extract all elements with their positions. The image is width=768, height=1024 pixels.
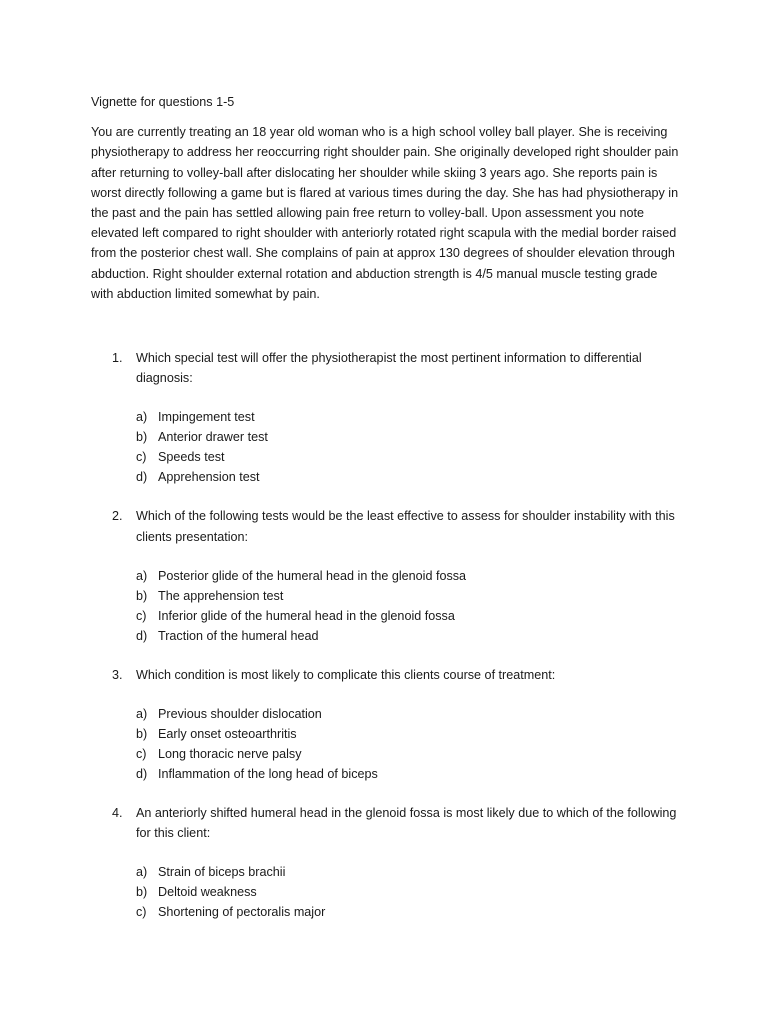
option-text: Early onset osteoarthritis [158,727,297,742]
option-text: Strain of biceps brachii [158,865,286,880]
option-text: The apprehension test [158,588,284,603]
option-text: Impingement test [158,410,255,425]
answer-options [136,566,681,646]
question-1 [91,348,681,487]
option-letter: d) [136,767,148,782]
question-4 [91,803,681,922]
question-text: Which of the following tests would be the least effective to assess for shoulder instability with this clients presentation: [136,509,675,544]
option-letter: c) [136,905,147,920]
option-letter: c) [136,747,147,762]
answer-option [136,566,681,586]
answer-option [136,407,681,427]
option-letter: a) [136,410,148,425]
option-letter: b) [136,588,148,603]
answer-options [136,407,681,487]
option-text: Inferior glide of the humeral head in the glenoid fossa [158,608,455,623]
option-letter: a) [136,568,148,583]
option-text: Previous shoulder dislocation [158,707,322,722]
option-text: Inflammation of the long head of biceps [158,767,378,782]
option-text: Traction of the humeral head [158,628,319,643]
question-3 [91,665,681,784]
option-text: Deltoid weakness [158,885,257,900]
answer-option [136,764,681,784]
answer-option [136,467,681,487]
option-text: Speeds test [158,450,225,465]
answer-option [136,862,681,882]
question-number: 3. [112,667,123,682]
option-letter: a) [136,865,148,880]
answer-option [136,606,681,626]
option-letter: b) [136,727,148,742]
answer-option [136,586,681,606]
option-text: Anterior drawer test [158,430,268,445]
option-letter: b) [136,430,148,445]
question-number: 4. [112,806,123,821]
option-letter: c) [136,450,147,465]
option-letter: d) [136,470,148,485]
question-number: 1. [112,351,123,366]
document-title: Vignette for questions 1-5 [91,95,235,109]
document-content [91,92,681,941]
option-text: Posterior glide of the humeral head in the glenoid fossa [158,568,467,583]
answer-option [136,902,681,922]
answer-option [136,724,681,744]
option-text: Long thoracic nerve palsy [158,747,302,762]
question-list [91,348,681,922]
answer-option [136,447,681,467]
question-text: An anteriorly shifted humeral head in the glenoid fossa is most likely due to which of the following for this client: [136,806,677,841]
vignette-paragraph: You are currently treating an 18 year old woman who is a high school volley ball player. She is receiving physiotherapy to address her reoccurring right shoulder pain. She originally developed right shoulder pain after returning to volley-ball after dislocating her shoulder while skiing 3 years ago. She reports pain is worst directly following a game but is flared at various times during the day. She has had physiotherapy in the past and the pain has settled allowing pain free return to volley-ball. Upon assessment you note elevated left compared to right shoulder with anteriorly rotated right scapula with the medial border raised from the posterior chest wall. She complains of pain at approx 130 degrees of shoulder elevation through abduction. Right shoulder external rotation and abduction strength is 4/5 manual muscle testing grade with abduction limited somewhat by pain. [91,125,679,301]
answer-option [136,427,681,447]
answer-options [136,862,681,922]
option-letter: d) [136,628,148,643]
answer-option [136,744,681,764]
question-text: Which condition is most likely to complicate this clients course of treatment: [136,667,556,682]
option-letter: b) [136,885,148,900]
question-text: Which special test will offer the physiotherapist the most pertinent information to differential diagnosis: [136,351,642,386]
option-letter: c) [136,608,147,623]
question-number: 2. [112,509,123,524]
answer-option [136,626,681,646]
option-letter: a) [136,707,148,722]
answer-option [136,882,681,902]
option-text: Apprehension test [158,470,260,485]
option-text: Shortening of pectoralis major [158,905,326,920]
answer-option [136,704,681,724]
question-2 [91,506,681,645]
answer-options [136,704,681,784]
